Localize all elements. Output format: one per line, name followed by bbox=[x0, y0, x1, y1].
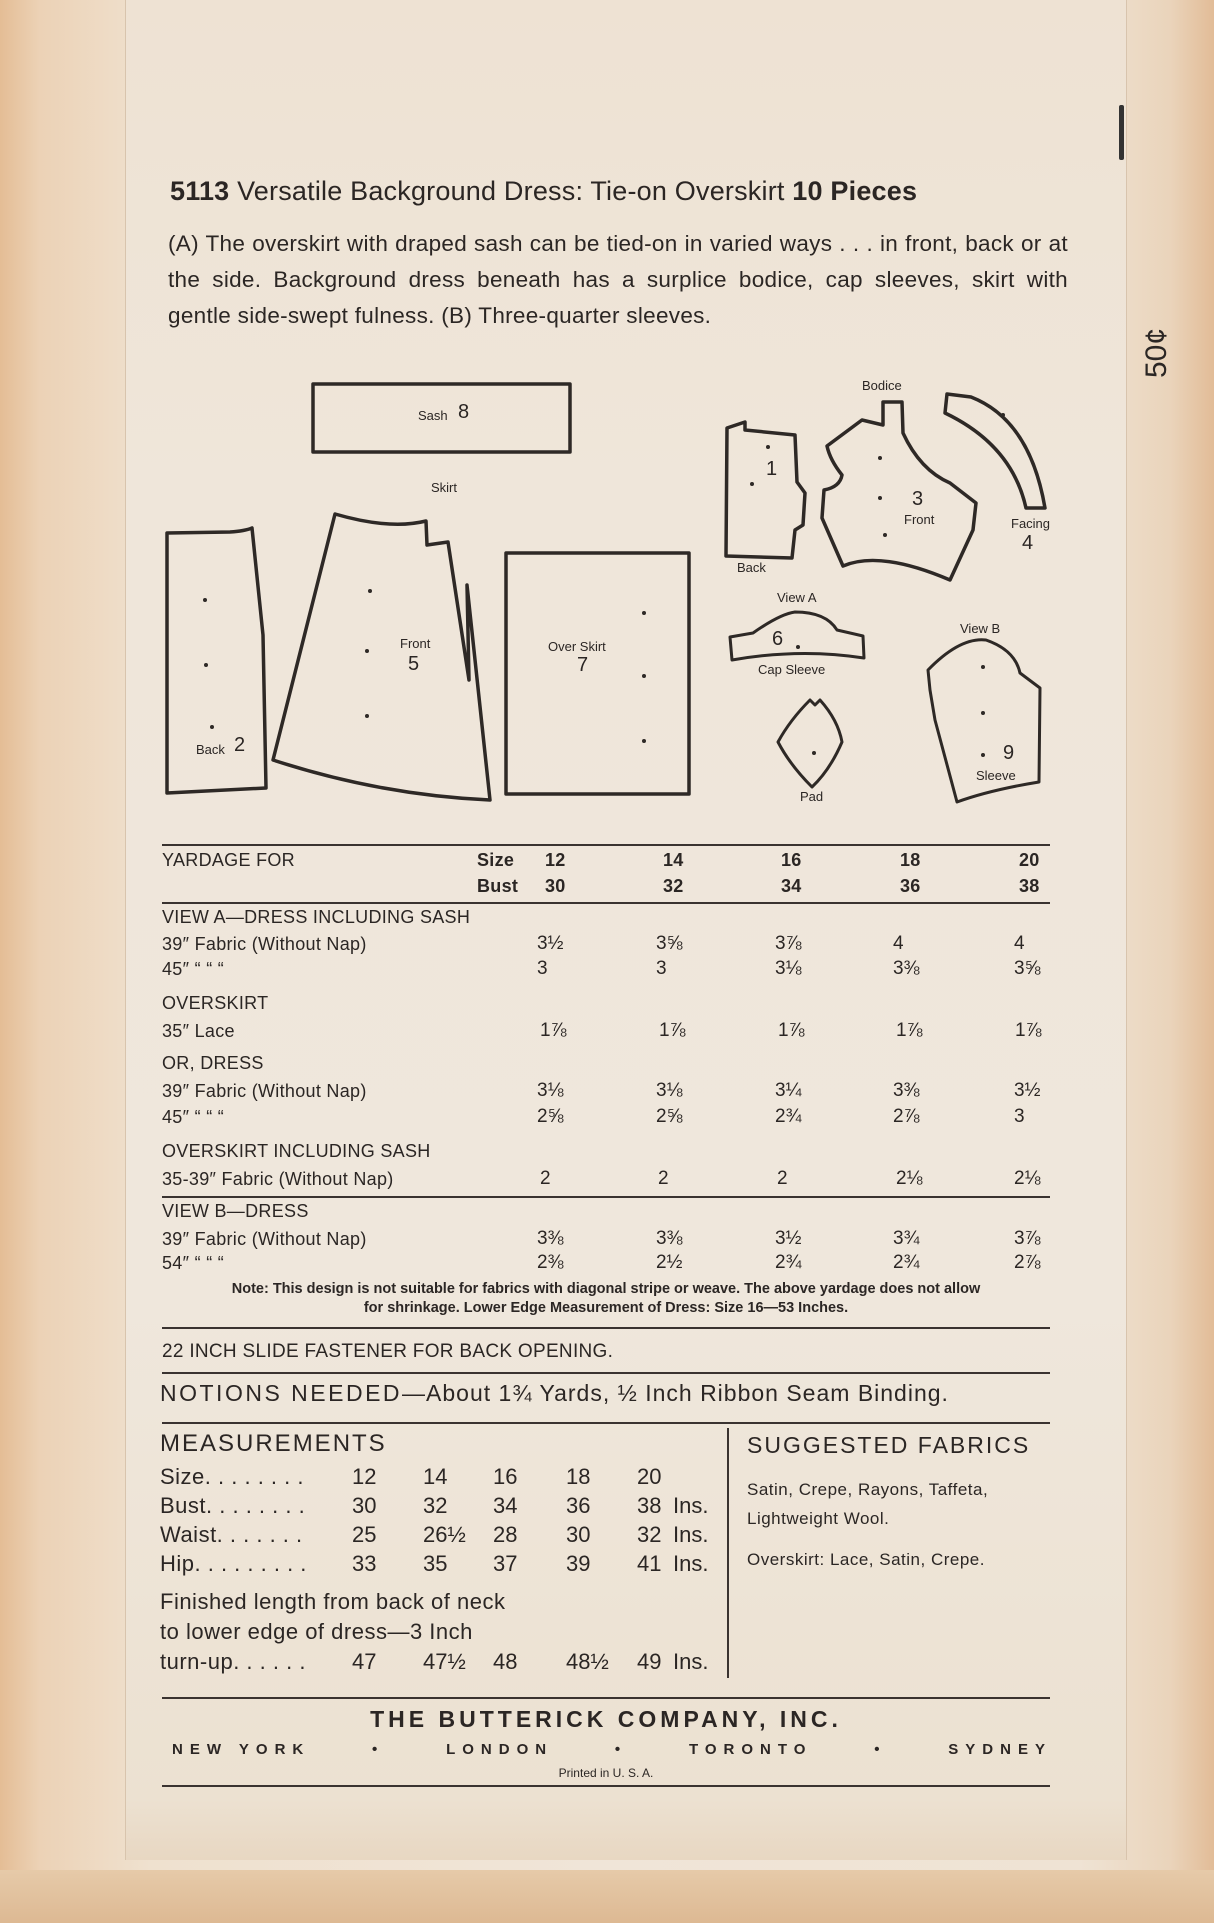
column-divider bbox=[727, 1428, 729, 1678]
suggested-fabrics-overskirt: Overskirt: Lace, Satin, Crepe. bbox=[747, 1550, 985, 1569]
size-12: 12 bbox=[545, 850, 566, 870]
city: NEW YORK bbox=[172, 1741, 311, 1758]
yardage-top-rule bbox=[162, 844, 1050, 846]
bodice-front-label: Front bbox=[904, 512, 935, 527]
footer-bottom-rule bbox=[162, 1785, 1050, 1787]
measurements-heading: MEASUREMENTS bbox=[160, 1430, 387, 1457]
cell: 28 bbox=[493, 1522, 518, 1547]
cap-sleeve-piece bbox=[730, 612, 864, 660]
row-value: 4 bbox=[1014, 933, 1025, 954]
cell: 49 bbox=[637, 1649, 662, 1674]
cell: 35 bbox=[423, 1551, 448, 1576]
city-separator: • bbox=[874, 1741, 887, 1758]
row-label: 39″ Fabric (Without Nap) bbox=[162, 934, 367, 954]
row-value: 2⅝ bbox=[656, 1106, 683, 1127]
row-label: 35″ Lace bbox=[162, 1021, 235, 1041]
unit: Ins. bbox=[673, 1493, 709, 1518]
row-label: 39″ Fabric (Without Nap) bbox=[162, 1229, 367, 1249]
company-cities bbox=[172, 1741, 1052, 1758]
row-label: Hip. . . . . . . . . bbox=[160, 1551, 307, 1576]
city: TORONTO bbox=[688, 1741, 813, 1758]
row-value: 2¾ bbox=[775, 1252, 802, 1273]
yardage-header-rule bbox=[162, 902, 1050, 904]
size-16: 16 bbox=[781, 850, 802, 870]
cell: 25 bbox=[352, 1522, 377, 1547]
section-heading: OVERSKIRT bbox=[162, 993, 269, 1013]
row-value: 3½ bbox=[537, 933, 564, 954]
row-label: 39″ Fabric (Without Nap) bbox=[162, 1081, 367, 1101]
city-separator: • bbox=[614, 1741, 628, 1758]
bodice-group-label: Bodice bbox=[862, 378, 902, 393]
row-value: 3⅞ bbox=[1014, 1228, 1041, 1249]
row-value: 1⅞ bbox=[896, 1020, 923, 1041]
cell: 47 bbox=[352, 1649, 377, 1674]
facing-number: 4 bbox=[1022, 532, 1034, 554]
row-value: 2⅞ bbox=[893, 1106, 920, 1127]
cell: 48 bbox=[493, 1649, 518, 1674]
cell: 33 bbox=[352, 1551, 377, 1576]
unit: Ins. bbox=[673, 1649, 709, 1674]
cell: 18 bbox=[566, 1464, 591, 1489]
size-18: 18 bbox=[900, 850, 921, 870]
row-value: 3¼ bbox=[775, 1080, 802, 1101]
overskirt-label: Over Skirt bbox=[548, 639, 606, 654]
skirt-front-number: 5 bbox=[408, 653, 420, 675]
price: 50¢ bbox=[1140, 327, 1173, 378]
row-label: Bust. . . . . . . . bbox=[160, 1493, 306, 1518]
sleeve-view-label: View B bbox=[960, 621, 1001, 636]
cell: 30 bbox=[352, 1493, 377, 1518]
pattern-pieces-diagram bbox=[0, 0, 1214, 830]
bodice-front-piece bbox=[822, 402, 976, 580]
cell: 14 bbox=[423, 1464, 448, 1489]
suggested-fabrics-heading: SUGGESTED FABRICS bbox=[747, 1432, 1031, 1458]
company-name: THE BUTTERICK COMPANY, INC. bbox=[370, 1706, 842, 1732]
yardage-section-rule bbox=[162, 1196, 1050, 1198]
row-value: 2⅞ bbox=[1014, 1252, 1041, 1273]
row-value: 3⅜ bbox=[537, 1228, 564, 1249]
row-value: 2 bbox=[658, 1168, 669, 1189]
cell: 20 bbox=[637, 1464, 662, 1489]
cell: 36 bbox=[566, 1493, 591, 1518]
cell: 37 bbox=[493, 1551, 518, 1576]
row-label: 45″ “ “ “ bbox=[162, 959, 225, 979]
finished-length-line1: Finished length from back of neck bbox=[160, 1589, 506, 1614]
bust-38: 38 bbox=[1019, 876, 1040, 896]
cell: 26½ bbox=[423, 1522, 466, 1547]
section-heading: VIEW A—DRESS INCLUDING SASH bbox=[162, 907, 471, 927]
unit: Ins. bbox=[673, 1551, 709, 1576]
row-value: 3⅝ bbox=[656, 933, 683, 954]
pattern-number: 5113 bbox=[170, 176, 230, 206]
row-value: 2 bbox=[777, 1168, 788, 1189]
bust-34: 34 bbox=[781, 876, 802, 896]
row-value: 3 bbox=[656, 958, 667, 979]
sash-label: Sash bbox=[418, 408, 448, 423]
suggested-fabrics-line2: Lightweight Wool. bbox=[747, 1509, 890, 1528]
cap-sleeve-view-label: View A bbox=[777, 590, 817, 605]
cell: 48½ bbox=[566, 1649, 609, 1674]
overskirt-piece bbox=[506, 553, 689, 794]
row-value: 1⅞ bbox=[540, 1020, 567, 1041]
cap-sleeve-number: 6 bbox=[772, 628, 784, 650]
row-value: 2¾ bbox=[893, 1252, 920, 1273]
finished-length-line2: to lower edge of dress—3 Inch bbox=[160, 1619, 473, 1644]
bodice-back-number: 1 bbox=[766, 458, 778, 480]
bust-30: 30 bbox=[545, 876, 566, 896]
cap-sleeve-label: Cap Sleeve bbox=[758, 662, 826, 677]
cell: 47½ bbox=[423, 1649, 466, 1674]
pattern-name: Versatile Background Dress: Tie-on Overskirt bbox=[237, 176, 785, 206]
skirt-back-label: Back bbox=[196, 742, 225, 757]
row-label: 35-39″ Fabric (Without Nap) bbox=[162, 1169, 394, 1189]
row-value: 3 bbox=[1014, 1106, 1025, 1127]
bust-32: 32 bbox=[663, 876, 684, 896]
cell: 39 bbox=[566, 1551, 591, 1576]
row-label: Waist. . . . . . . bbox=[160, 1522, 303, 1547]
row-value: 3⅜ bbox=[893, 958, 920, 979]
yardage-heading: YARDAGE FOR bbox=[162, 850, 295, 870]
notions-label: NOTIONS NEEDED bbox=[160, 1380, 403, 1406]
skirt-group-label: Skirt bbox=[431, 480, 457, 495]
row-value: 2⅛ bbox=[1014, 1168, 1041, 1189]
footer-top-rule bbox=[162, 1697, 1050, 1699]
bodice-front-number: 3 bbox=[912, 488, 924, 510]
row-value: 3⅛ bbox=[537, 1080, 564, 1101]
pad-piece bbox=[778, 700, 842, 787]
pattern-markings bbox=[203, 413, 1005, 757]
yardage-note-line2: for shrinkage. Lower Edge Measurement of Dress: Size 16—53 Inches. bbox=[363, 1300, 849, 1316]
fastener-rule bbox=[162, 1372, 1050, 1374]
row-label: Size. . . . . . . . bbox=[160, 1464, 304, 1489]
skirt-front-label: Front bbox=[400, 636, 431, 651]
row-value: 2 bbox=[540, 1168, 551, 1189]
city: SYDNEY bbox=[948, 1741, 1052, 1758]
bust-36: 36 bbox=[900, 876, 921, 896]
row-value: 2⅝ bbox=[537, 1106, 564, 1127]
row-value: 3½ bbox=[1014, 1080, 1041, 1101]
row-value: 1⅞ bbox=[659, 1020, 686, 1041]
yardage-note-line1: Note: This design is not suitable for fabrics with diagonal stripe or weave. The above yardage does not allow bbox=[231, 1281, 981, 1297]
fastener-text: 22 INCH SLIDE FASTENER FOR BACK OPENING. bbox=[162, 1341, 614, 1362]
facing-label: Facing bbox=[1011, 516, 1051, 531]
city-separator: • bbox=[372, 1741, 385, 1758]
bodice-back-piece bbox=[726, 422, 805, 558]
section-heading: OVERSKIRT INCLUDING SASH bbox=[162, 1141, 431, 1161]
row-value: 1⅞ bbox=[1015, 1020, 1042, 1041]
overskirt-number: 7 bbox=[577, 654, 589, 676]
section-heading: OR, DRESS bbox=[162, 1053, 264, 1073]
row-label: turn-up. . . . . . bbox=[160, 1649, 306, 1674]
row-value: 3⅛ bbox=[775, 958, 802, 979]
size-14: 14 bbox=[663, 850, 684, 870]
notions-rule bbox=[162, 1422, 1050, 1424]
pattern-description: (A) The overskirt with draped sash can be tied-on in varied ways . . . in front, back or at the side. Background dress beneath has a surplice bodice, cap sleeves, skirt with gentle side-swept fulness. (B) Three-quarter sleeves. bbox=[168, 231, 1068, 328]
sleeve-label: Sleeve bbox=[976, 768, 1016, 783]
row-value: 3⅛ bbox=[656, 1080, 683, 1101]
row-value: 2⅜ bbox=[537, 1252, 564, 1273]
row-value: 3⅝ bbox=[1014, 958, 1041, 979]
envelope-bottom-flap bbox=[0, 1870, 1214, 1923]
cell: 32 bbox=[637, 1522, 662, 1547]
row-value: 2½ bbox=[656, 1252, 683, 1273]
row-label: 45″ “ “ “ bbox=[162, 1107, 225, 1127]
bodice-back-label: Back bbox=[737, 560, 766, 575]
row-value: 3⅞ bbox=[775, 933, 802, 954]
cell: 30 bbox=[566, 1522, 591, 1547]
printed-in: Printed in U. S. A. bbox=[558, 1766, 654, 1780]
bust-label: Bust bbox=[477, 876, 519, 896]
row-value: 4 bbox=[893, 933, 904, 954]
cell: 12 bbox=[352, 1464, 377, 1489]
row-value: 2¾ bbox=[775, 1106, 802, 1127]
notions-text: —About 1¾ Yards, ½ Inch Ribbon Seam Binding. bbox=[402, 1380, 949, 1406]
sash-number: 8 bbox=[458, 401, 470, 423]
pad-label: Pad bbox=[800, 789, 824, 804]
row-value: 3¾ bbox=[893, 1228, 920, 1249]
skirt-front-piece bbox=[273, 514, 490, 800]
size-label: Size bbox=[477, 850, 515, 870]
piece-count: 10 Pieces bbox=[792, 176, 918, 206]
row-value: 3⅜ bbox=[893, 1080, 920, 1101]
suggested-fabrics-line1: Satin, Crepe, Rayons, Taffeta, bbox=[747, 1480, 989, 1499]
row-value: 3½ bbox=[775, 1228, 802, 1249]
unit: Ins. bbox=[673, 1522, 709, 1547]
cell: 16 bbox=[493, 1464, 518, 1489]
cell: 34 bbox=[493, 1493, 518, 1518]
sleeve-number: 9 bbox=[1003, 742, 1015, 764]
note-rule bbox=[162, 1327, 1050, 1329]
skirt-back-number: 2 bbox=[234, 734, 246, 756]
row-value: 1⅞ bbox=[778, 1020, 805, 1041]
cell: 38 bbox=[637, 1493, 662, 1518]
section-heading: VIEW B—DRESS bbox=[162, 1201, 309, 1221]
row-value: 3 bbox=[537, 958, 548, 979]
size-20: 20 bbox=[1019, 850, 1040, 870]
cell: 32 bbox=[423, 1493, 448, 1518]
row-label: 54″ “ “ “ bbox=[162, 1253, 225, 1273]
city: LONDON bbox=[446, 1741, 554, 1758]
row-value: 3⅜ bbox=[656, 1228, 683, 1249]
row-value: 2⅛ bbox=[896, 1168, 923, 1189]
cell: 41 bbox=[637, 1551, 662, 1576]
notions-needed bbox=[160, 1380, 949, 1407]
